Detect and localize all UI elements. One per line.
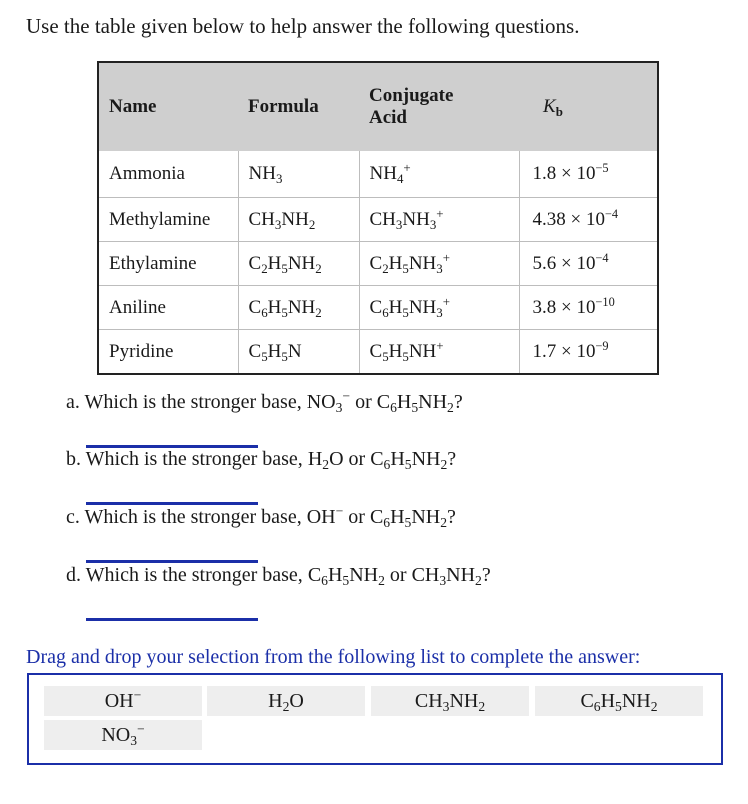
row-name: Ammonia [98,151,238,198]
table-row [98,198,658,242]
table-row [98,151,658,198]
row-formula: $NH_3$ [238,151,359,198]
answer-blank-b[interactable] [86,502,258,505]
option-ch3nh2[interactable]: $CH_3NH_2$ [371,686,529,716]
row-conjugate-acid: $C_6H_5NH_3^+$ [359,286,519,330]
table-row [98,330,658,375]
row-conjugate-acid: $NH_4^+$ [359,151,519,198]
row-formula: $C_2H_5NH_2$ [238,242,359,286]
question-b: b. Which is the stronger base, $H_2O$ or $C_6H_5NH_2$? [66,448,457,473]
header-conjugate-acid: Conjugate Acid [359,62,519,151]
row-name: Pyridine [98,330,238,375]
row-conjugate-acid: $C_2H_5NH_3^+$ [359,242,519,286]
row-name: Ethylamine [98,242,238,286]
row-kb: $1.8 \times 10^{-5}$ [519,151,658,198]
option-no3-minus[interactable]: $NO_3^-$ [44,720,202,750]
kb-table [97,61,659,375]
table-row [98,286,658,330]
row-formula: $C_5H_5N$ [238,330,359,375]
header-name: Name [98,62,238,151]
option-oh-minus[interactable]: OH− [44,686,202,716]
row-kb: $1.7 \times 10^{-9}$ [532,338,609,362]
row-conjugate-acid: $C_5H_5NH^+$ [359,330,519,375]
row-formula: $C_6H_5NH_2$ [238,286,359,330]
option-h2o[interactable]: $H_2O$ [207,686,365,716]
row-conjugate-acid: $CH_3NH_3^+$ [359,198,519,242]
question-a: a. Which is the stronger base, $NO_3^-$ or $C_6H_5NH_2$? [66,388,463,416]
row-kb: $5.6 \times 10^{-4}$ [519,242,658,286]
header-formula: Formula [238,62,359,151]
question-c: c. Which is the stronger base, OH− or $C_6H_5NH_2$? [66,503,456,531]
drag-instruction: Drag and drop your selection from the following list to complete the answer: [26,646,641,668]
row-kb: $3.8 \times 10^{-10}$ [519,286,658,330]
row-name: Methylamine [98,198,238,242]
row-kb: $4.38 \times 10^{-4}$ [519,198,658,242]
row-formula: $CH_3NH_2$ [238,198,359,242]
option-c6h5nh2[interactable]: $C_6H_5NH_2$ [535,686,703,716]
answer-blank-d[interactable] [86,618,258,621]
table-row [98,242,658,286]
instructions-text: Use the table given below to help answer the following questions. [26,14,580,38]
question-d: d. Which is the stronger base, $C_6H_5NH_2$ or $CH_3NH_2$? [66,564,491,589]
answer-blank-c[interactable] [86,560,258,563]
row-name: Aniline [98,286,238,330]
header-kb: $K_b$ [519,62,658,151]
